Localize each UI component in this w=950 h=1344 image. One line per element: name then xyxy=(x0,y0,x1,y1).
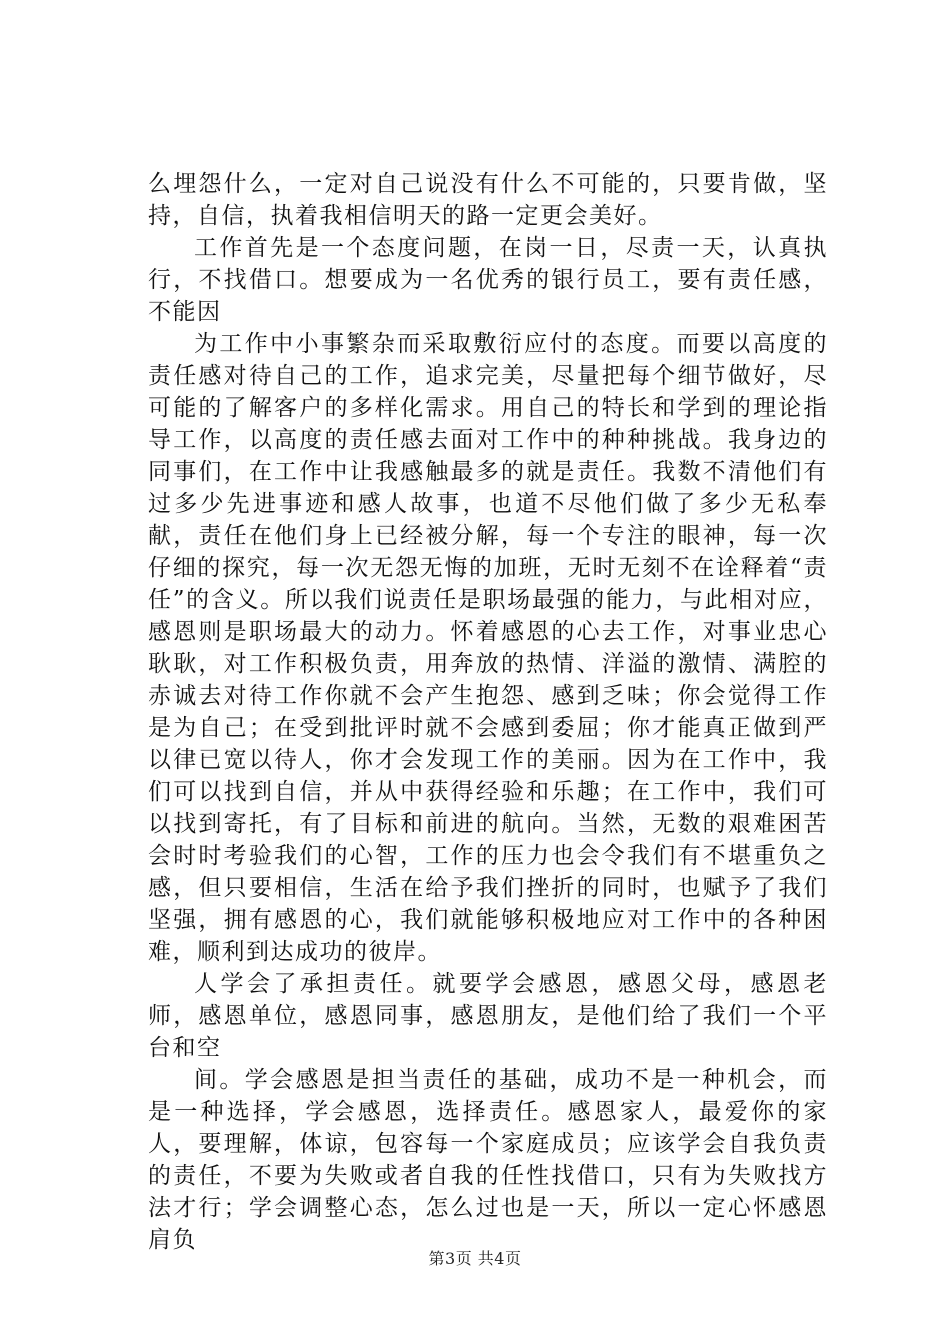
paragraph-5: 间。学会感恩是担当责任的基础，成功不是一种机会，而是一种选择，学会感恩，选择责任。感恩家人，最爱你的家人，要理解，体谅，包容每一个家庭成员；应该学会自我负责的责任，不要为失败或者自我的任性找借口，只有为失败找方法才行；学会调整心态，怎么过也是一天，所以一定心怀感恩肩负 xyxy=(148,1067,828,1253)
paragraph-3: 为工作中小事繁杂而采取敷衍应付的态度。而要以高度的责任感对待自己的工作，追求完美，尽量把每个细节做好，尽可能的了解客户的多样化需求。用自己的特长和学到的理论指导工作，以高度的责任感去面对工作中的种种挑战。我身边的同事们，在工作中让我感触最多的就是责任。我数不清他们有过多少先进事迹和感人故事，也道不尽他们做了多少无私奉献，责任在他们身上已经被分解，每一个专注的眼神，每一次仔细的探究，每一次无怨无悔的加班，无时无刻不在诠释着“责任”的含义。所以我们说责任是职场最强的能力，与此相对应，感恩则是职场最大的动力。怀着感恩的心去工作，对事业忠心耿耿，对工作积极负责，用奔放的热情、洋溢的激情、满腔的赤诚去对待工作你就不会产生抱怨、感到乏味；你会觉得工作是为自己；在受到批评时就不会感到委屈；你才能真正做到严以律已宽以待人，你才会发现工作的美丽。因为在工作中，我们可以找到自信，并从中获得经验和乐趣；在工作中，我们可以找到寄托，有了目标和前进的航向。当然，无数的艰难困苦会时时考验我们的心智，工作的压力也会令我们有不堪重负之感，但只要相信，生活在给予我们挫折的同时，也赋予了我们坚强，拥有感恩的心，我们就能够积极地应对工作中的各种困难，顺利到达成功的彼岸。 xyxy=(148,331,828,965)
paragraph-2: 工作首先是一个态度问题，在岗一日，尽责一天，认真执行，不找借口。想要成为一名优秀的银行员工，要有责任感，不能因 xyxy=(148,235,828,325)
page-footer: 第3页 共4页 xyxy=(428,1249,522,1268)
document-body xyxy=(148,168,828,1256)
paragraph-1: 么埋怨什么，一定对自己说没有什么不可能的，只要肯做，坚持，自信，执着我相信明天的路一定更会美好。 xyxy=(148,171,828,229)
paragraph-4: 人学会了承担责任。就要学会感恩，感恩父母，感恩老师，感恩单位，感恩同事，感恩朋友，是他们给了我们一个平台和空 xyxy=(148,971,828,1061)
